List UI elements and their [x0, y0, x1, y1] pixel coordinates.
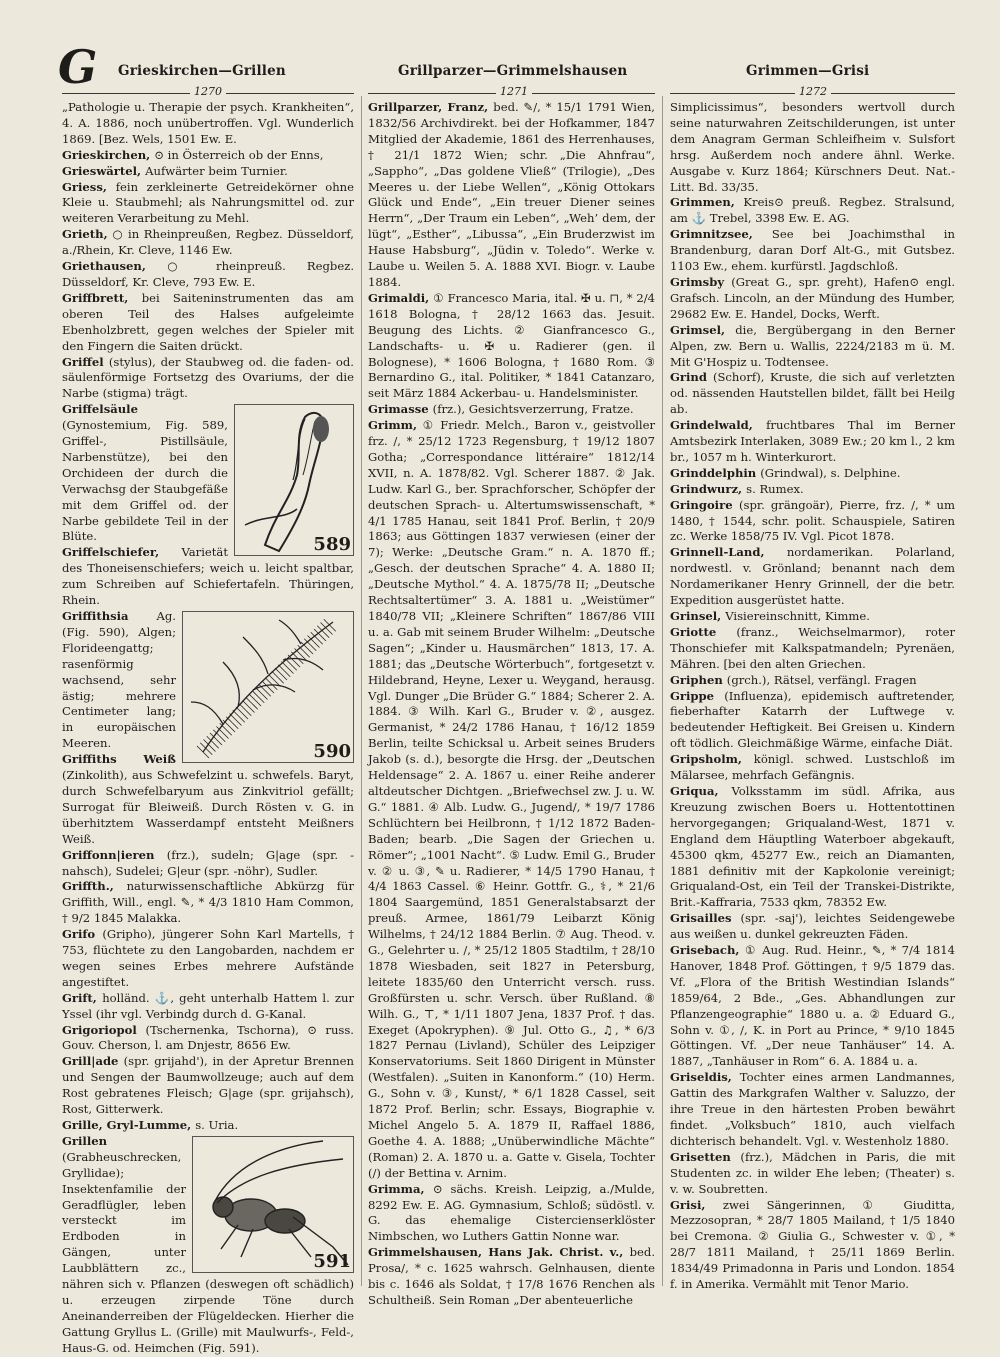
dictionary-entry — [670, 609, 955, 625]
dictionary-entry — [670, 1070, 955, 1150]
dictionary-entry — [368, 291, 655, 402]
entry-text: fruchtbares Thal im Berner Amtsbezirk Interlaken, 3089 Ew.; 20 km l., 2 km br., 1057 m h. Winterkurort. — [670, 418, 955, 464]
entry-text: s. Uria. — [195, 1118, 239, 1132]
entry-headword: Grieskirchen, — [62, 147, 155, 162]
dictionary-entry — [670, 625, 955, 673]
alga-icon — [183, 612, 353, 762]
dictionary-entry — [62, 1023, 354, 1055]
entry-text: Aufwärter beim Turnier. — [145, 163, 288, 178]
dictionary-entry — [670, 323, 955, 371]
entry-headword: Griethausen, — [62, 259, 168, 274]
running-head-right: Grimmen—Grisi — [746, 63, 870, 79]
entry-text: (frz.), sudeln; G|age (spr. -nahsch), Sudelei; G|eur (spr. -nöhr), Sudler. — [62, 847, 354, 878]
entry-text: bed. Prosa/, * c. 1625 wahrsch. Gelnhausen, diente bis c. 1646 als Soldat, † 17/8 1676 Renchen als Schultheiß. Sein Roman „Der abenteuerliche — [368, 1245, 655, 1307]
entry-text: (Gripho), jüngerer Sohn Karl Martells, † 753, flüchtete zu den Langobarden, nachdem er wegen seines Erbes mehrere Aufstände angestiftet. — [62, 927, 355, 989]
figure-number: 590 — [313, 741, 351, 762]
entry-text: (grch.), Rätsel, verfängl. Fragen — [726, 672, 917, 687]
dictionary-entry — [62, 848, 354, 880]
page-number-right: 1272 — [795, 85, 831, 98]
entry-headword: Grigoriopol — [62, 1022, 146, 1037]
entry-headword: Grisebach, — [670, 943, 746, 958]
entry-text: (spr. grängoär), Pierre, frz. /, * um 1480, † 1544, schr. polit. Schauspiele, Satiren zc. Werke 1858/75 IV. Vgl. Picot 1878. — [670, 497, 956, 544]
section-letter: G — [58, 40, 98, 94]
dictionary-entry — [670, 673, 955, 689]
dictionary-entry — [62, 100, 354, 148]
dictionary-entry — [368, 418, 655, 1182]
entry-text: „Pathologie u. Therapie der psych. Krankheiten“, 4. A. 1886, noch unübertroffen. Vgl. Wunderlich 1869. [Bez. Wels, 1501 Ew. E. — [62, 100, 354, 146]
entry-headword: Grieswärtel, — [62, 163, 146, 178]
entry-text: Simplicissimus“, besonders wertvoll durch seine naturwahren Zeitschilderungen, ist unter dem Anagram German Schleifheim v. Sulsfort hrsg. Außerdem noch andere ähnl. Werke. Ausgabe v. Kurz 1864; Kürschners Deut. Nat.-Litt. Bd. 33/35. — [670, 100, 955, 194]
figure-illustration — [234, 404, 354, 556]
dictionary-entry — [670, 752, 955, 784]
entry-headword: Grimmen, — [670, 195, 744, 210]
dictionary-entry — [62, 227, 354, 259]
entry-text: fein zerkleinerte Getreidekörner ohne Kleie u. Staubmehl; als Nahrungsmittel od. zur weiteren Verarbeitung zu Mehl. — [62, 179, 354, 226]
entry-text: s. Rumex. — [746, 481, 804, 496]
dictionary-entry — [670, 498, 955, 546]
entry-text: Kreis⊙ preuß. Regbez. Stralsund, am ⚓ Trebel, 3398 Ew. E. AG. — [670, 195, 955, 226]
entry-headword: Griseldis, — [670, 1070, 740, 1085]
entry-headword: Grillen — [62, 1133, 108, 1148]
entry-headword: Grippe — [670, 688, 725, 703]
entry-text: ① Francesco Maria, ital. ✠ u. ⊓, * 2/4 1618 Bologna, † 28/12 1663 das. Jesuit. Beugung des Lichts. ② Gianfrancesco G., Landschafts- u. ✠ u. Radierer (gen. il Bolognese), * 1606 Bologna, † 1680 Rom. ③ Bernardino G., ital. Politiker, * 1841 Catanzaro, seit März 1884 Ackerbau- u. Handelsminister. — [368, 290, 655, 401]
entry-headword: Grind — [670, 370, 713, 385]
dictionary-entry — [62, 355, 354, 403]
entry-text: See bei Joachimsthal in Brandenburg, daran Dorf Alt-G., mit Gutsbez. 1103 Ew., ehem. kurfürstl. Jagdschloß. — [670, 227, 955, 274]
entry-headword: Grimm, — [368, 418, 423, 433]
entry-text: bed. ✎/, * 15/1 1791 Wien, 1832/56 Archivdirekt. bei der Hofkammer, 1847 Mitglied der Akademie, 1861 des Herrenhauses, † 21/1 1872 Wien; schr. „Die Ahnfrau“, „Sappho“, „Das goldene Vließ“ (Trilogie), „Des Meeres u. der Liebe Wellen“, „König Ottokars Glück und Ende“, „Ein treuer Diener seines Herrn“, „Der Traum ein Leben“, „Weh’ dem, der lügt“, „Esther“, „Libussa“, „Ein Bruderzwist im Hause Habsburg“, „Jüdin v. Toledo“. Werke v. Laube u. Weilen 5. A. 1888 XVI. Biogr. v. Laube 1884. — [368, 100, 655, 289]
dictionary-entry — [368, 402, 655, 418]
dictionary-entry — [62, 259, 354, 291]
figure-illustration — [192, 1136, 354, 1273]
entry-headword: Grieth, — [62, 227, 113, 242]
entry-headword: Gringoire — [670, 497, 739, 512]
entry-headword: Grinddelphin — [670, 465, 761, 480]
entry-text: (Tschernenka, Tschorna), ⊙ russ. Gouv. Cherson, l. am Dnjestr, 8656 Ew. — [62, 1022, 354, 1053]
dictionary-entry — [670, 689, 955, 753]
running-head-left: Grieskirchen—Grillen — [118, 63, 286, 79]
entry-text: holländ. ⚓, geht unterhalb Hattem l. zur Yssel (ihr vgl. Verbindg durch d. G-Kanal. — [62, 990, 354, 1021]
entry-headword: Grimaldi, — [368, 290, 434, 305]
column-center — [368, 100, 655, 1307]
entry-text: (Zinkolith), aus Schwefelzint u. schwefels. Baryt, durch Schwefelbaryum aus Zinkvitriol gefällt; Surrogat für Bleiweiß. Durch Rösten v. G. in überhitztem Wasserdampf entsteht Meißners Weiß. — [62, 768, 354, 846]
entry-headword: Grifo — [62, 927, 103, 942]
dictionary-entry — [368, 100, 655, 291]
entry-headword: Griess, — [62, 179, 116, 194]
dictionary-entry — [670, 482, 955, 498]
entry-headword: Grindwurz, — [670, 481, 747, 496]
entry-text: die, Bergübergang in den Berner Alpen, zw. Bern u. Wallis, 2224/2183 m ü. M. Mit G'Hospiz u. Todtensee. — [670, 322, 955, 369]
entry-text: (Schorf), Kruste, die sich auf verletzten od. nässenden Hautstellen bildet, fällt bei Heilg ab. — [670, 370, 955, 417]
entry-headword: Griotte — [670, 624, 737, 639]
entry-headword: Grisetten — [670, 1149, 741, 1164]
entry-text: (Grindwal), s. Delphine. — [760, 465, 901, 480]
entry-text: Ag. (Fig. 590), Algen; Florideengattg; rasenförmig wachsend, sehr ästig; mehrere Centimeter lang; in europäischen Meeren. — [62, 609, 176, 751]
dictionary-entry — [670, 784, 955, 911]
figure-number: 591 — [313, 1250, 351, 1272]
entry-text: (franz., Weichselmarmor), roter Thonschiefer mit Kalkspatmandeln; Pyrenäen, Mähren. [bei den alten Griechen. — [670, 624, 955, 671]
entry-text: naturwissenschaftliche Abkürzg für Griffith, Will., engl. ✎, * 4/3 1810 Ham Common, † 9/2 1845 Malakka. — [62, 879, 355, 926]
entry-text: (Grabheuschrecken, Gryllidae); Insektenfamilie der Geradflügler, leben versteckt im Erdboden in Gängen, unter Laubblättern zc., nähren sich v. Pflanzen (deswegen oft schädlich) u. erzeugen zirpende Töne durch Aneinanderreiben der Flügeldecken. Hierher die Gattung Gryllus L. (Grille) mit Maulwurfs-, Feld-, Haus-G. od. Heimchen (Fig. 591). — [62, 1149, 354, 1355]
dictionary-entry — [62, 1054, 354, 1118]
entry-headword: Griffbrett, — [62, 290, 142, 305]
entry-text: bei Saiteninstrumenten das am oberen Teil des Halses aufgeleimte Ebenholzbrett, gegen welches der Spieler mit den Fingern die Saiten drückt. — [62, 290, 354, 353]
entry-headword: Grimasse — [368, 402, 433, 417]
entry-headword: Griffth., — [62, 879, 127, 894]
entry-text: ⊙ in Österreich ob der Enns, — [154, 147, 324, 162]
entry-text: ⊙ sächs. Kreish. Leipzig, a./Mulde, 8292 Ew. E. AG. Gymnasium, Schloß; südöstl. v. G. das ehemalige Cistercienserklöster Nimbschen, wo Luthers Gattin Nonne war. — [368, 1181, 655, 1244]
entry-text: (frz.), Mädchen in Paris, die mit Studenten zc. in wilder Ehe leben; (Theater) s. v. w. Soubretten. — [670, 1149, 955, 1196]
dictionary-entry — [670, 1198, 955, 1293]
entry-text: nordamerikan. Polarland, nordwestl. v. Grönland; benannt nach dem Nordamerikaner Henry Grinnell, der die betr. Expedition ausgerüstet hatte. — [670, 545, 956, 608]
dictionary-entry — [670, 1150, 955, 1198]
pistil-icon — [235, 405, 353, 555]
entry-headword: Grill|ade — [62, 1054, 124, 1069]
entry-headword: Grimnitzsee, — [670, 227, 772, 242]
entry-headword: Griffonn|ieren — [62, 847, 167, 862]
entry-headword: Griffel — [62, 354, 109, 369]
dictionary-entry — [368, 1245, 655, 1309]
figure-number: 589 — [313, 534, 351, 556]
entry-headword: Grinnell-Land, — [670, 545, 787, 560]
dictionary-entry — [670, 911, 955, 943]
running-head-center: Grillparzer—Grimmelshausen — [398, 63, 628, 79]
entry-text: Visiereinschnitt, Kimme. — [725, 609, 870, 623]
dictionary-entry — [62, 1134, 354, 1357]
entry-headword: Grimma, — [368, 1181, 433, 1196]
page-number-center: 1271 — [496, 85, 532, 98]
page-number-left: 1270 — [190, 85, 226, 98]
dictionary-entry — [62, 180, 354, 228]
dictionary-entry — [62, 164, 354, 180]
entry-headword: Griphen — [670, 672, 727, 687]
entry-text: ○ rheinpreuß. Regbez. Düsseldorf, Kr. Cleve, 793 Ew. E. — [62, 259, 355, 289]
dictionary-entry — [670, 100, 955, 195]
column-divider — [662, 96, 663, 1286]
entry-text: zwei Sängerinnen, ① Giuditta, Mezzosopran, * 28/7 1805 Mailand, † 1/5 1840 bei Cremona. ② Giulia G., Schwester v. ①, * 28/7 1811 Mailand, † 25/11 1869 Berlin. 1834/49 Primadonna in Paris und London. 1854 f. in Amerika. Vermählt mit Tenor Mario. — [670, 1197, 955, 1292]
entry-text: (spr. grijahd'), in der Apretur Brennen und Sengen der Baumwollzeuge; auch auf dem Rost gebratenes Fleisch; G|age (spr. grijahsch), Rost, Gitterwerk. — [62, 1054, 354, 1117]
entry-text: (Great G., spr. greht), Hafen⊙ engl. Grafsch. Lincoln, an der Mündung des Humber, 29682 Ew. E. Handel, Docks, Werft. — [670, 274, 956, 321]
entry-headword: Grift, — [62, 990, 103, 1005]
dictionary-entry — [62, 927, 354, 991]
entry-text: (stylus), der Staubweg od. die faden- od. säulenförmige Fortsetzg des Ovariums, der die Narbe (stigma) trägt. — [62, 354, 354, 401]
dictionary-entry — [670, 466, 955, 482]
entry-text: Tochter eines armen Landmannes, Gattin des Markgrafen Walther v. Saluzzo, der ihre Treue in den härtesten Proben bewährt findet. „Volksbuch“ 1810, auch vielfach dichterisch behandelt. Vgl. v. Westenholz 1880. — [670, 1070, 955, 1148]
entry-text: ① Aug. Rud. Heinr., ✎, * 7/4 1814 Hanover, 1848 Prof. Göttingen, † 9/5 1879 das. Vf. „Flora of the British Westindian Islands“ 1859/64, 2 Bde., „Ges. Abhandlungen zur Pflanzengeographie“ 1880 u. a. ② Eduard G., Sohn v. ①, /, K. in Port au Prince, * 9/10 1845 Göttingen. Vf. „Der neue Tanhäuser“ 14. A. 1887, „Tanhäuser in Rom“ 6. A. 1884 u. a. — [670, 943, 955, 1069]
dictionary-entry — [670, 943, 955, 1070]
entry-headword: Grille, Gryl-Lumme, — [62, 1118, 196, 1132]
entry-text: ① Friedr. Melch., Baron v., geistvoller frz. /, * 25/12 1723 Regensburg, † 19/12 1807 Gotha; „Correspondance littéraire“ 1812/14 XVII, n. A. 1878/82. Vgl. Scherer 1887. ② Jak. Ludw. Karl G., ber. Sprachforscher, Schöpfer der deutschen Sprach- u. Altertumswissenschaft, * 4/1 1785 Hanau, seit 1841 Prof. Berlin, † 20/9 1863; aus Göttingen 1837 verwiesen (einer der 7); Werke: „Deutsche Gram.“ n. A. 1870 ff.; „Gesch. der deutschen Sprache“ 4. A. 1880 II; „Deutsche Mythol.“ 4. A. 1875/78 II; „Deutsche Rechtsaltertümer“ 3. A. 1881 u. „Weistümer“ 1840/78 VII; „Kleinere Schriften“ 1867/86 VIII u. a. Gab mit seinem Bruder Wilhelm: „Deutsche Sagen“; „Kinder u. Hausmärchen“ 1813, 17. A. 1881; das „Deutsche Wörterbuch“, fortgesetzt v. Hildebrand, Heyne, Lexer u. Weygand, herausg. Vgl. Dunger „Die Brüder G.“ 1884; Scherer 2. A. 1884. ③ Wilh. Karl G., Bruder v. ②, ausgez. Germanist, * 24/2 1786 Hanau, † 16/12 1859 Berlin, teilte Schicksal u. Arbeit seines Bruders Jakob (s. d.), besorgte die Hrsg. der „Deutschen Heldensage“ 2. A. 1867 u. einer Reihe anderer altdeutscher Dichtgen. „Briefwechsel zw. J. u. W. G.“ 1881. ④ Alb. Ludw. G., Jugend/, * 19/7 1786 Schlüchtern bei Heilbronn, † 1/12 1872 Baden-Baden; bearb. „Die Sagen der Griechen u. Römer“; „1001 Nacht“. ⑤ Ludw. Emil G., Bruder v. ② u. ③, ✎ u. Radierer, * 14/5 1790 Hanau, † 4/4 1863 Cassel. ⑥ Heinr. Gottfr. G., ⚕, * 21/6 1804 Saargemünd, 1851 Generalstabsarzt der preuß. Armee, 1861/79 Leibarzt König Wilhelms, † 24/12 1884 Berlin. ⑦ Aug. Theod. v. G., Gelehrter u. /, * 25/12 1805 Stadtilm, † 28/10 1878 Wiesbaden, seit 1827 in Petersburg, leitete 1835/60 den Unterricht versch. russ. Großfürsten u. schr. Versch. über Rußland. ⑧ Wilh. G., ⊤, * 1/11 1807 Jena, 1837 Prof. † das. Exeget (Apokryphen). ⑨ Jul. Otto G., ♫, * 6/3 1827 Pernau (Livland), Schüler des Leipziger Konservatoriums. Seit 1860 Dirigent in Münster (Westfalen). „Suiten in Kanonform.“ (10) Herm. G., Sohn v. ③, Kunst/, * 6/1 1828 Cassel, seit 1872 Prof. Berlin; schr. Essays, Biographie v. Michel Angelo 5. A. 1879 II, Raffael 1886, Goethe 4. A. 1888; „Unüberwindliche Mächte“ (Roman) 2. A. 1870 u. a. Gatte v. Gisela, Tochter (/) der Bettina v. Arnim. — [368, 418, 655, 1180]
dictionary-entry — [670, 418, 955, 466]
dictionary-entry — [670, 195, 955, 227]
entry-headword: Gripsholm, — [670, 752, 754, 767]
entry-headword: Griffithsia — [62, 609, 157, 623]
column-divider — [361, 96, 362, 1286]
dictionary-entry — [670, 545, 955, 609]
column-right — [670, 100, 956, 1292]
entry-headword: Griffelschiefer, — [62, 545, 182, 560]
figure-illustration — [182, 611, 354, 763]
entry-text: (spr. -saj'), leichtes Seidengewebe aus weißen u. dunkel gekreuzten Fäden. — [670, 911, 955, 942]
dictionary-entry — [670, 370, 955, 418]
entry-headword: Grisi, — [670, 1197, 723, 1212]
entry-text: (Influenza), epidemisch auftretender, fieberhafter Katarrh der Luftwege v. bedeutender Heftigkeit. Bei Greisen u. Kindern oft tödlich. Gleichmäßige Wärme, einfache Diät. — [670, 688, 955, 751]
column-left — [62, 100, 355, 1355]
entry-headword: Griqua, — [670, 783, 732, 798]
dictionary-entry — [62, 291, 354, 355]
entry-headword: Grimsby — [670, 274, 732, 289]
entry-text: Varietät des Thoneisenschiefers; weich u. leicht spaltbar, zum Schreiben auf Schiefertafeln. Thüringen, Rhein. — [62, 545, 354, 608]
dictionary-entry — [62, 879, 354, 927]
dictionary-entry — [62, 1118, 354, 1134]
entry-text: ○ in Rheinpreußen, Regbez. Düsseldorf, a./Rhein, Kr. Cleve, 1146 Ew. — [62, 227, 354, 258]
entry-headword: Griffiths Weiß — [62, 752, 176, 767]
dictionary-entry — [62, 991, 354, 1023]
dictionary-entry — [62, 148, 354, 164]
entry-text: (frz.), Gesichtsverzerrung, Fratze. — [432, 402, 634, 417]
entry-headword: Grinsel, — [670, 609, 726, 623]
entry-headword: Grisailles — [670, 911, 741, 926]
entry-text: Volksstamm im südl. Afrika, aus Kreuzung zwischen Boers u. Hottentottinen hervorgegangen; Griqualand-West, 1871 v. England dem Häuptling Waterboer abgekauft, 45300 qkm, 45277 Ew., reich an Diamanten, 1881 definitiv mit der Kapkolonie vereinigt; Griqualand-Ost, ein Teil der Transkei-Distrikte, Brit.-Kaffraria, 7533 qkm, 78352 Ew. — [670, 783, 955, 910]
dictionary-entry — [62, 752, 354, 847]
entry-text: königl. schwed. Lustschloß im Mälarsee, mehrfach Gefängnis. — [670, 752, 955, 783]
entry-headword: Griffelsäule — [62, 402, 138, 417]
entry-headword: Grillparzer, Franz, — [368, 100, 494, 114]
entry-headword: Grindelwald, — [670, 418, 767, 433]
entry-headword: Grimsel, — [670, 322, 736, 337]
entry-text: (Gynostemium, Fig. 589, Griffel-, Pistillsäule, Narbenstütze), bei den Orchideen der durch die Verwachsg der Staubgefäße mit dem Griffel od. der Narbe gebildete Teil in der Blüte. — [62, 418, 228, 544]
dictionary-entry — [368, 1182, 655, 1246]
dictionary-entry — [670, 275, 955, 323]
entry-headword: Grimmelshausen, Hans Jak. Christ. v., — [368, 1245, 630, 1260]
dictionary-entry — [670, 227, 955, 275]
